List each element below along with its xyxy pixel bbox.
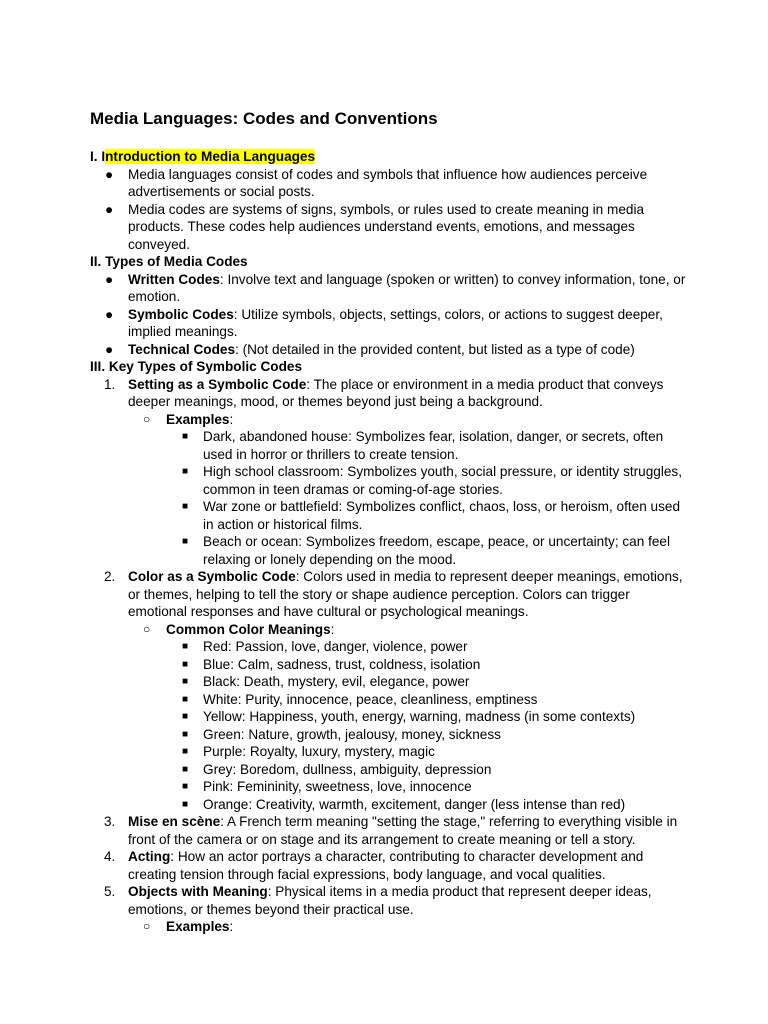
term-text: : A French term meaning "setting the stage," referring to everything visible in front of the camera or on stage and its arrangement to create meaning or tell a story. <box>128 814 678 847</box>
list-item-text: Black: Death, mystery, evil, elegance, power <box>203 674 470 689</box>
list-item <box>90 656 690 674</box>
list-item <box>90 708 690 726</box>
list-item-text: Orange: Creativity, warmth, excitement, danger (less intense than red) <box>203 796 626 812</box>
list-item <box>90 743 690 761</box>
document-body <box>90 108 690 936</box>
list-item <box>90 726 690 744</box>
list-item-text: Green: Nature, growth, jealousy, money, sickness <box>203 726 501 742</box>
square-marker: ■ <box>182 431 189 442</box>
numbered-item <box>90 813 690 848</box>
list-item-text: Media codes are systems of signs, symbols, or rules used to create meaning in media products. These codes help audiences understand events, emotions, and messages conveyed. <box>128 201 645 252</box>
square-marker: ■ <box>182 798 189 810</box>
sublist-label: Examples <box>166 411 230 427</box>
section-2-list <box>90 271 690 359</box>
list-item-text: Media languages consist of codes and symbols that influence how audiences perceive advertisements or social posts. <box>128 166 648 199</box>
list-item <box>90 463 690 498</box>
term-text: : (Not detailed in the provided content, but listed as a type of code) <box>235 341 635 357</box>
circle-marker: ○ <box>143 411 151 426</box>
list-item-text: Red: Passion, love, danger, violence, power <box>203 639 468 654</box>
sublist-heading <box>90 411 690 429</box>
term-text: : Physical items in a media product that represent deeper ideas, emotions, or themes beyond their practical use. <box>128 884 652 917</box>
circle-marker: ○ <box>143 919 151 933</box>
section-1-prefix: I. I <box>90 149 106 164</box>
highlighted-text: ntroduction to Media Languages <box>105 149 316 164</box>
numbered-item <box>90 848 690 883</box>
list-item <box>90 673 690 691</box>
number-marker: 4. <box>104 849 116 864</box>
term-label: Objects with Meaning <box>128 884 268 899</box>
list-item <box>90 306 690 341</box>
square-marker: ■ <box>182 711 189 722</box>
colon: : <box>330 621 335 637</box>
term-label: Acting <box>128 849 171 864</box>
square-marker: ■ <box>182 781 189 792</box>
square-marker: ■ <box>182 658 189 670</box>
numbered-item <box>90 883 690 918</box>
square-marker: ■ <box>182 693 189 705</box>
bullet-marker: ● <box>105 201 114 217</box>
square-marker: ■ <box>182 676 189 687</box>
term-label: Mise en scène <box>128 814 221 829</box>
square-marker: ■ <box>182 746 189 757</box>
number-marker: 2. <box>104 569 116 584</box>
list-item <box>90 691 690 709</box>
section-1-list <box>90 166 690 254</box>
list-item <box>90 341 690 359</box>
colon: : <box>229 411 234 427</box>
square-marker: ■ <box>182 763 189 775</box>
section-2-heading: II. Types of Media Codes <box>90 254 248 269</box>
list-item-text: Purple: Royalty, luxury, mystery, magic <box>203 744 435 759</box>
circle-marker: ○ <box>143 621 151 636</box>
sublist-heading <box>90 621 690 639</box>
term-label: Technical Codes <box>128 341 236 357</box>
term-text: : Utilize symbols, objects, settings, colors, or actions to suggest deeper, implied meanings. <box>128 306 663 339</box>
colon: : <box>229 919 234 934</box>
numbered-item <box>90 376 690 411</box>
square-marker: ■ <box>182 641 189 652</box>
list-item <box>90 761 690 779</box>
term-text: : How an actor portrays a character, contributing to character development and creating tension through facial expressions, body language, and vocal qualities. <box>128 849 644 882</box>
list-item-text: White: Purity, innocence, peace, cleanliness, emptiness <box>203 691 538 707</box>
list-item <box>90 533 690 568</box>
list-item-text: High school classroom: Symbolizes youth, social pressure, or identity struggles, common in teen dramas or coming-of-age stories. <box>203 464 683 497</box>
section-3-list <box>90 376 690 936</box>
term-text: : The place or environment in a media product that conveys deeper meanings, mood, or themes beyond just being a background. <box>128 376 664 409</box>
sublist-heading <box>90 918 690 936</box>
number-marker: 3. <box>104 814 116 829</box>
list-item <box>90 638 690 656</box>
list-item-text: Beach or ocean: Symbolizes freedom, escape, peace, or uncertainty; can feel relaxing or lonely depending on the mood. <box>203 534 670 567</box>
term-label: Color as a Symbolic Code <box>128 569 296 584</box>
numbered-item <box>90 568 690 621</box>
list-item-text: Pink: Femininity, sweetness, love, innocence <box>203 779 472 794</box>
square-marker: ■ <box>182 536 189 547</box>
term-text: : Involve text and language (spoken or written) to convey information, tone, or emotion. <box>128 271 686 304</box>
sublist-label: Examples <box>166 919 230 934</box>
number-marker: 5. <box>104 884 116 899</box>
list-item-text: Grey: Boredom, dullness, ambiguity, depression <box>203 761 492 777</box>
section-1-heading <box>90 148 690 166</box>
list-item-text: War zone or battlefield: Symbolizes conflict, chaos, loss, or heroism, often used in action or historical films. <box>203 499 681 532</box>
term-label: Written Codes <box>128 271 220 287</box>
section-3-heading: III. Key Types of Symbolic Codes <box>90 359 303 374</box>
sublist-label: Common Color Meanings <box>166 621 331 637</box>
list-item <box>90 271 690 306</box>
list-item <box>90 778 690 796</box>
number-marker: 1. <box>104 376 116 392</box>
list-item <box>90 428 690 463</box>
list-item <box>90 796 690 814</box>
list-item-text: Dark, abandoned house: Symbolizes fear, isolation, danger, or secrets, often used in horror or thrillers to create tension. <box>203 429 664 462</box>
square-marker: ■ <box>182 501 189 512</box>
term-label: Symbolic Codes <box>128 306 234 322</box>
square-marker: ■ <box>182 466 189 477</box>
list-item-text: Blue: Calm, sadness, trust, coldness, isolation <box>203 656 481 672</box>
bullet-marker: ● <box>105 341 114 357</box>
list-item <box>90 201 690 254</box>
bullet-marker: ● <box>105 166 114 182</box>
bullet-marker: ● <box>105 271 114 287</box>
list-item <box>90 166 690 201</box>
list-item <box>90 498 690 533</box>
page-title: Media Languages: Codes and Conventions <box>90 109 438 128</box>
bullet-marker: ● <box>105 306 114 322</box>
term-text: : Colors used in media to represent deeper meanings, emotions, or themes, helping to tell the story or shape audience perception. Colors can trigger emotional responses and have cultural or psychological meanings. <box>128 569 683 619</box>
square-marker: ■ <box>182 728 189 740</box>
list-item-text: Yellow: Happiness, youth, energy, warning, madness (in some contexts) <box>203 709 636 724</box>
term-label: Setting as a Symbolic Code <box>128 376 307 392</box>
